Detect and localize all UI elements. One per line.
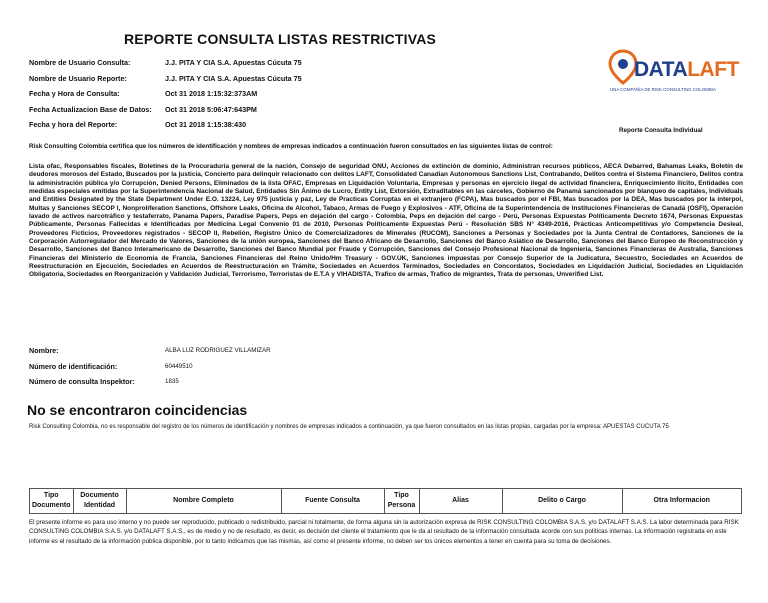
column-header: Alias [419,489,502,514]
meta-label: Fecha y hora del Reporte: [29,120,118,130]
person-row-consulta [29,376,271,392]
meta-label: Fecha y Hora de Consulta: [29,89,120,99]
report-type-label: Reporte Consulta Individual [619,127,703,134]
person-label: Número de identificación: [29,361,118,371]
meta-label: Nombre de Usuario Consulta: [29,58,131,67]
column-header: Tipo Persona [384,489,419,514]
meta-value: J.J. PITA Y CIA S.A. Apuestas Cúcuta 75 [165,58,302,67]
meta-row-fecha-reporte [29,119,302,135]
logo-wordmark: DATALAFT [634,58,739,81]
person-label: Número de consulta Inspektor: [29,377,135,386]
person-label: Nombre: [29,346,59,355]
person-row-nombre [29,345,271,361]
meta-value: Oct 31 2018 5:06:47:643PM [165,104,257,114]
table-header-row [30,489,742,514]
meta-value: Oct 31 2018 1:15:32:373AM [165,89,258,99]
meta-value: Oct 31 2018 1:15:38:430 [165,120,247,130]
column-header: Nombre Completo [126,489,281,514]
meta-label: Nombre de Usuario Reporte: [29,73,127,83]
meta-row-usuario-consulta [29,57,302,73]
meta-row-fecha-consulta [29,88,302,104]
responsibility-disclaimer: Risk Consulting Colombia, no es responsable del registro de los números de identificación y nombres de empresas indicados a continuación, ya que fueron consultados en las listas propias, cargadas por la empresa: APUESTAS CUCUTA 75 [29,424,669,430]
person-value: ALBA LUZ RODRIGUEZ VILLAMIZAR [165,347,271,354]
meta-row-usuario-reporte [29,73,302,89]
person-row-identificacion [29,361,271,377]
column-header: Tipo Documento [30,489,74,514]
logo-tagline: UNA COMPAÑÍA DE RISK CONSULTING COLOMBIA [610,87,716,92]
report-title: REPORTE CONSULTA LISTAS RESTRICTIVAS [124,31,437,47]
datalaft-logo [608,46,756,98]
column-header: Documento Identidad [73,489,126,514]
control-lists-paragraph: Lista ofac, Responsables fiscales, Boletines de la Procuraduría general de la nación, Consejo de seguridad ONU, Acciones de extinción de dominio, Administran recursos públicos, AECA Debarred, Bahamas Leaks, Boletín de deudores morosos del Estado, Buscados por la justicia, Concierto para delinquir relacionado con delitos LAFT, Consolidated Canadian Autonomous Sanctions List, Contrabando, Delitos contra el Sistema Financiero, Delitos contra la administración pública y/o Corrupción, Denied Persons, Eliminados de la lista OFAC, Empresas en Liquidación Voluntaria, Empresas y personas en ejercicio ilegal de actividad financiera, Enriquecimiento ilícito, Entidades con medidas especiales emitidas por la Superintendencia Nacional de Salud, Entidades Sin Ánimo de Lucro, Entity List, Extorsión, Extraditables en las cárceles, Gobierno de Panamá sancionados por blanqueo de capitales, Individuals and Entities Designated by the State Department Under E.O. 13224, Ley 975 justicia y paz, Ley de Practicas Corruptas en el extranjero (FCPA), Mas buscados por el FBI, Mas buscados por la DEA, Mas buscados por la interpol, Multas y Sanciones SECOP I, Nonproliferation Sanctions, Offshore Leaks, Oficina de Alcohol, Tabaco, Armas de Fuego y Explosivos - ATF, Oficina de la Superintendencia de Instituciones Financieras de Canadá (OSFI), Operación lavado de activos narcotráfico y testaferrato, Panama Papers, Paradise Papers, Peps en dejación del cargo - Colombia, Peps en dejación del cargo - Perú, Personas Expuestas Políticamente Decreto 1674, Personas Expuestas Públicamente, Personas Fallecidas e Identificadas por Medicina Legal Convenio 01 de 2010, Personas Políticamente Expuestas Perú - Resolución SBS N° 4349-2016, Prácticas Anticompetitivas y/o Competencia Desleal, Proveedores Ficticios, Proveedores registrados - SECOP II, Rebelión, Registro Único de Comercializadores de Minerales (RUCOM), Sanciones a Personas y Sociedades por la Junta Central de Contadores, Sanciones de la Corporación Autorregulador del Mercado de Valores, Sanciones de la unión europea, Sanciones del Banco Africano de Desarrollo, Sanciones del Banco Asiático de Desarrollo, Sanciones del Banco Europeo de Reconstrucción y Desarrollo, Sanciones del Banco Interamericano de Desarrollo, Sanciones del Banco Mundial por Fraude y Corrupción, Sanciones del Consejo Profesional Nacional de Ingeniería, Sanciones Financieras de Australia, Sanciones Financieras del Ministerio de Economía de Francia, Sanciones Financieras del Reino Unido/Hm Treasury - GOV.UK, Sanciones impuestas por Consejo Superior de la Judicatura, Secuestro, Sociedades en Acuerdos de Reestructuración en Ejecución, Sociedades en Acuerdos de Reestructuración en Trámite, Sociedades en Acuerdos Terminados, Sociedades en Concordatos, Sociedades en Liquidación Judicial, Sociedades en Liquidación Obligatoria, Sociedades en Reorganización y Validación Judicial, Terrorismo, Terroristas de E.T.A y VIHADISTA, Trafico de armas, Trafico de migrantes, Trata de personas, Unverified List. [29,163,743,279]
certification-intro: Risk Consulting Colombia certifica que los números de identificación y nombres de empresas indicados a continuación fueron consultados en las siguientes listas de control: [29,143,553,150]
meta-label: Fecha Actualizacion Base de Datos: [29,104,152,114]
column-header: Delito o Cargo [502,489,622,514]
column-header: Otra Informacion [622,489,742,514]
person-value: 1835 [165,378,179,385]
no-results-heading: No se encontraron coincidencias [27,402,248,418]
meta-row-fecha-actualizacion [29,104,302,120]
meta-value: J.J. PITA Y CIA S.A. Apuestas Cúcuta 75 [165,73,302,83]
person-details [29,345,271,392]
results-table [29,488,742,514]
column-header: Fuente Consulta [281,489,384,514]
usage-disclaimer: El presente informe es para uso interno y no puede ser reproducido, publicado o redistribuido, parcial ni totalmente, de forma alguna sin la autorización expresa de RISK CONSULTING COLOMBIA S.A.S. y/o DATALAFT S.A.S. La labor determinada para RISK CONSULTING COLOMBIA S.A.S. y/o DATALAFT S.A.S., es de medio y no de resultado, es decir, es decisión del cliente el tratamiento que le da al resultado de la información consultada acorde con sus políticas internas. La información registrada en este informe es el resultado de la información pública disponible, por lo tanto indicamos que las mismas, así como el presente informe, no deben ser los únicos elementos a tener en cuenta para su toma de decisiones. [29,519,739,545]
report-metadata [29,57,302,135]
person-value: 60449510 [165,362,193,370]
